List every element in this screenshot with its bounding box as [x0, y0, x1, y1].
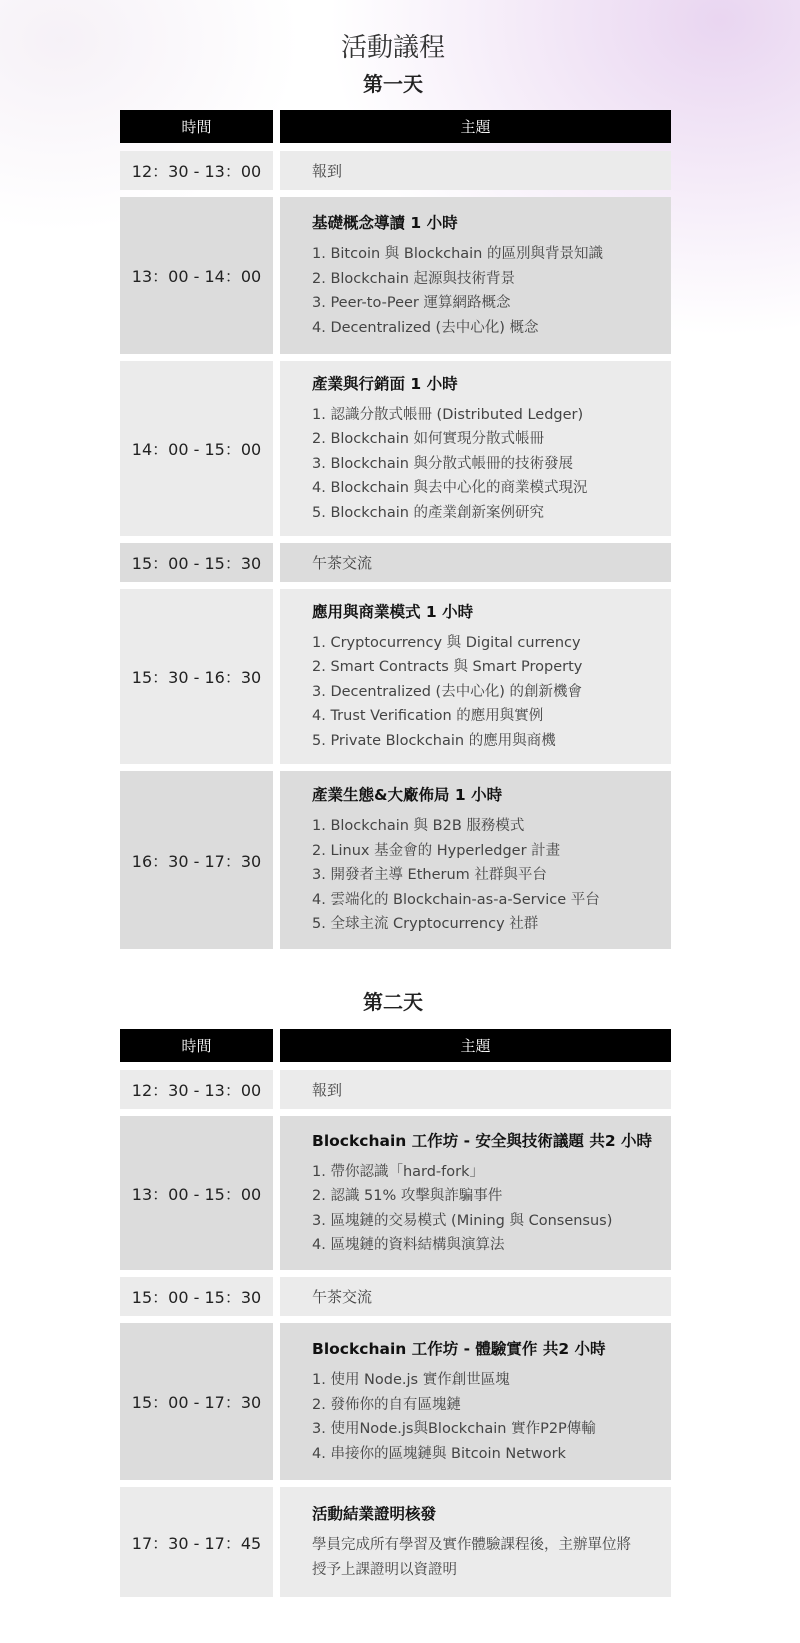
- time-cell: 12：30 - 13：00: [120, 151, 273, 190]
- time-cell: 17：30 - 17：45: [120, 1487, 273, 1597]
- session-title: 基礎概念導讀 1 小時: [312, 214, 458, 232]
- table-row: [120, 543, 671, 582]
- list-item: 3. 使用Node.js與Blockchain 實作P2P傳輸: [312, 1421, 596, 1437]
- list-item: 2. Smart Contracts 與 Smart Property: [312, 659, 583, 676]
- list-item: 1. 帶你認識「hard-fork」: [312, 1163, 484, 1180]
- list-item: 4. Trust Verification 的應用與實例: [312, 708, 544, 725]
- list-item: 5. 全球主流 Cryptocurrency 社群: [312, 916, 539, 933]
- table-row: [120, 1277, 671, 1316]
- list-item: 4. Blockchain 與去中心化的商業模式現況: [312, 480, 588, 497]
- session-title: 活動結業證明核發: [312, 1504, 437, 1523]
- session-title: Blockchain 工作坊 - 體驗實作 共2 小時: [312, 1340, 606, 1358]
- list-item: 1. 認識分散式帳冊 (Distributed Ledger): [312, 406, 584, 423]
- topic-cell: 午茶交流: [280, 543, 671, 582]
- session-description: [312, 1533, 671, 1583]
- list-item: 2. Linux 基金會的 Hyperledger 計畫: [312, 842, 561, 859]
- topic-cell: [280, 1487, 671, 1597]
- list-item: 2. 認識 51% 攻擊與詐騙事件: [312, 1188, 503, 1204]
- table-row: [120, 151, 671, 190]
- list-item: 4. 串接你的區塊鏈與 Bitcoin Network: [312, 1445, 566, 1462]
- time-cell: 13：00 - 14：00: [120, 197, 273, 354]
- table-row: [120, 1070, 671, 1109]
- table-row: [120, 361, 671, 536]
- topic-cell: 報到: [280, 1070, 671, 1109]
- session-title: 產業與行銷面 1 小時: [312, 374, 458, 393]
- list-item: 1. Cryptocurrency 與 Digital currency: [312, 634, 581, 651]
- table-row: [120, 771, 671, 949]
- time-cell: 15：00 - 17：30: [120, 1323, 273, 1480]
- header-time: 時間: [120, 110, 273, 143]
- session-title: 產業生態&大廠佈局 1 小時: [312, 786, 503, 805]
- list-item: 1. Bitcoin 與 Blockchain 的區別與背景知識: [312, 246, 603, 262]
- table-row: [120, 1323, 671, 1480]
- topic-cell: [280, 1323, 671, 1480]
- list-item: 2. 發佈你的自有區塊鏈: [312, 1396, 461, 1413]
- list-item: 2. Blockchain 如何實現分散式帳冊: [312, 431, 545, 448]
- day2-agenda-table: [120, 1029, 671, 1604]
- table-row: [120, 1487, 671, 1597]
- session-title: 應用與商業模式 1 小時: [312, 602, 474, 621]
- session-items: [312, 631, 671, 754]
- list-item: 4. 區塊鏈的資料結構與演算法: [312, 1237, 505, 1253]
- table-row: [120, 589, 671, 764]
- day1-agenda-table: [120, 110, 671, 956]
- day2-title: 第二天: [363, 990, 423, 1014]
- topic-cell: [280, 197, 671, 354]
- list-item: 3. Peer-to-Peer 運算網路概念: [312, 295, 511, 311]
- header-topic: 主題: [280, 1029, 671, 1062]
- list-item: 1. 使用 Node.js 實作創世區塊: [312, 1372, 510, 1388]
- description-line: 授予上課證明以資證明: [312, 1561, 457, 1578]
- list-item: 5. Blockchain 的產業創新案例研究: [312, 504, 545, 521]
- time-cell: 12：30 - 13：00: [120, 1070, 273, 1109]
- table-header: [120, 110, 671, 143]
- session-items: [312, 403, 671, 526]
- time-cell: 15：30 - 16：30: [120, 589, 273, 764]
- list-item: 2. Blockchain 起源與技術背景: [312, 270, 516, 287]
- session-items: [312, 1160, 671, 1258]
- list-item: 4. Decentralized (去中心化) 概念: [312, 319, 539, 336]
- header-topic: 主題: [280, 110, 671, 143]
- topic-cell: [280, 361, 671, 536]
- time-cell: 16：30 - 17：30: [120, 771, 273, 949]
- topic-cell: [280, 771, 671, 949]
- table-row: [120, 1116, 671, 1270]
- time-cell: 13：00 - 15：00: [120, 1116, 273, 1270]
- description-line: 學員完成所有學習及實作體驗課程後，主辦單位將: [312, 1536, 631, 1553]
- table-row: [120, 197, 671, 354]
- time-cell: 15：00 - 15：30: [120, 1277, 273, 1316]
- topic-cell: 報到: [280, 151, 671, 190]
- list-item: 3. Decentralized (去中心化) 的創新機會: [312, 683, 582, 700]
- list-item: 5. Private Blockchain 的應用與商機: [312, 732, 556, 749]
- topic-cell: 午茶交流: [280, 1277, 671, 1316]
- list-item: 3. 區塊鏈的交易模式 (Mining 與 Consensus): [312, 1212, 613, 1229]
- session-items: [312, 814, 671, 937]
- session-items: [312, 1368, 671, 1466]
- day1-title: 第一天: [363, 72, 423, 96]
- session-items: [312, 242, 671, 340]
- time-cell: 14：00 - 15：00: [120, 361, 273, 536]
- list-item: 4. 雲端化的 Blockchain-as-a-Service 平台: [312, 891, 600, 908]
- topic-cell: [280, 1116, 671, 1270]
- list-item: 3. Blockchain 與分散式帳冊的技術發展: [312, 455, 574, 472]
- session-title: Blockchain 工作坊 - 安全與技術議題 共2 小時: [312, 1131, 653, 1150]
- topic-cell: [280, 589, 671, 764]
- list-item: 3. 開發者主導 Etherum 社群與平台: [312, 867, 547, 884]
- page-title: 活動議程: [340, 33, 445, 63]
- list-item: 1. Blockchain 與 B2B 服務模式: [312, 818, 525, 835]
- time-cell: 15：00 - 15：30: [120, 543, 273, 582]
- table-header: [120, 1029, 671, 1062]
- header-time: 時間: [120, 1029, 273, 1062]
